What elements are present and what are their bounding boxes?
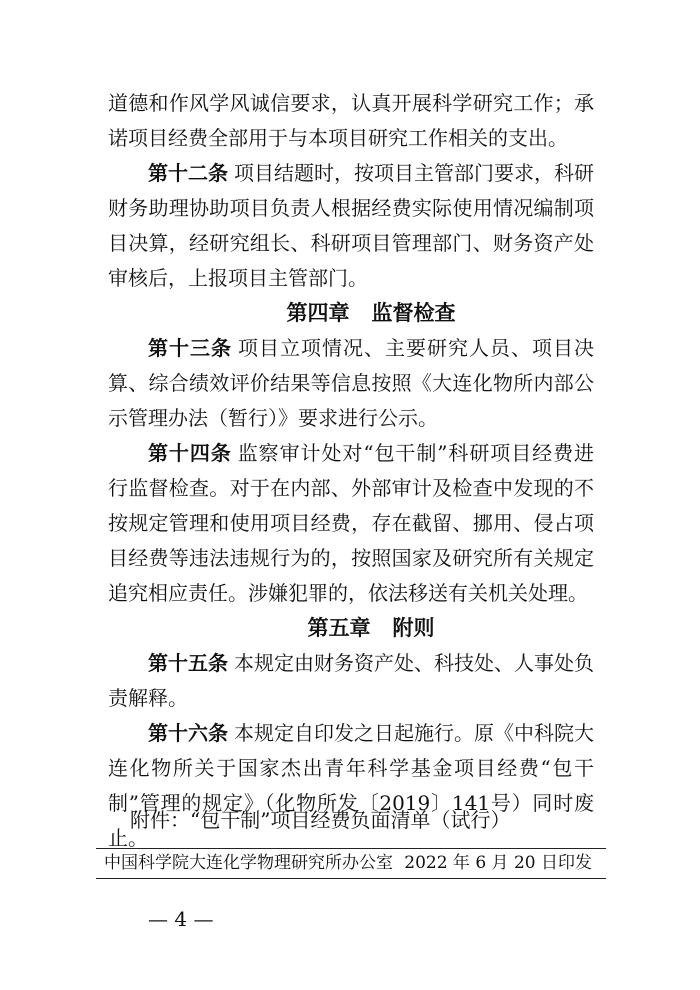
- article-12-text: 项目结题时，按项目主管部门要求，科研财务助理协助项目负责人根据经费实际使用情况编制项目决算，经研究组长、科研项目管理部门、财务资产处审核后，上报项目主管部门。: [108, 161, 594, 290]
- article-16: [108, 716, 594, 856]
- article-16-number: 第十六条: [148, 721, 228, 745]
- article-14: [108, 436, 594, 611]
- article-15-number: 第十五条: [148, 651, 228, 675]
- article-13-text: 项目立项情况、主要研究人员、项目决算、综合绩效评价结果等信息按照《大连化物所内部公示管理办法（暂行）》要求进行公示。: [108, 336, 594, 430]
- article-12-number: 第十二条: [148, 161, 228, 185]
- article-14-text: 监察审计处对“包干制”科研项目经费进行监督检查。对于在内部、外部审计及检查中发现的不按规定管理和使用项目经费，存在截留、挪用、侵占项目经费等违法违规行为的，按照国家及研究所有关规定追究相应责任。涉嫌犯罪的，依法移送有关机关处理。: [108, 441, 595, 605]
- chapter-4-title: 监督检查: [371, 301, 456, 325]
- article-13: [108, 331, 594, 436]
- document-body: [108, 86, 594, 856]
- footer-divider-bottom: [96, 878, 606, 879]
- article-16-text: 本规定自印发之日起施行。原《中科院大连化物所关于国家杰出青年科学基金项目经费“包干制”管理的规定》（化物所发〔2019〕141号）同时废止。: [108, 721, 594, 850]
- chapter-4-label: 第四章: [286, 301, 350, 325]
- chapter-5-label: 第五章: [307, 616, 371, 640]
- article-13-number: 第十三条: [148, 336, 232, 360]
- attachment-note: 附件：“包干制”项目经费负面清单（试行）: [130, 808, 511, 832]
- article-15: [108, 646, 594, 716]
- footer-divider-top: [96, 848, 606, 849]
- article-15-text: 本规定由财务资产处、科技处、人事处负责解释。: [108, 651, 594, 710]
- article-14-number: 第十四条: [148, 441, 232, 465]
- chapter-5-heading: [108, 611, 594, 646]
- paragraph-continued: 道德和作风学风诚信要求，认真开展科学研究工作；承诺项目经费全部用于与本项目研究工作相关的支出。: [108, 91, 594, 150]
- chapter-4-heading: [108, 296, 594, 331]
- chapter-5-title: 附则: [392, 616, 435, 640]
- page-number: — 4 —: [148, 907, 214, 931]
- article-12: [108, 156, 594, 296]
- issuing-office: 中国科学院大连化学物理研究所办公室: [104, 853, 393, 873]
- issue-date: 2022 年 6 月 20 日印发: [404, 853, 592, 873]
